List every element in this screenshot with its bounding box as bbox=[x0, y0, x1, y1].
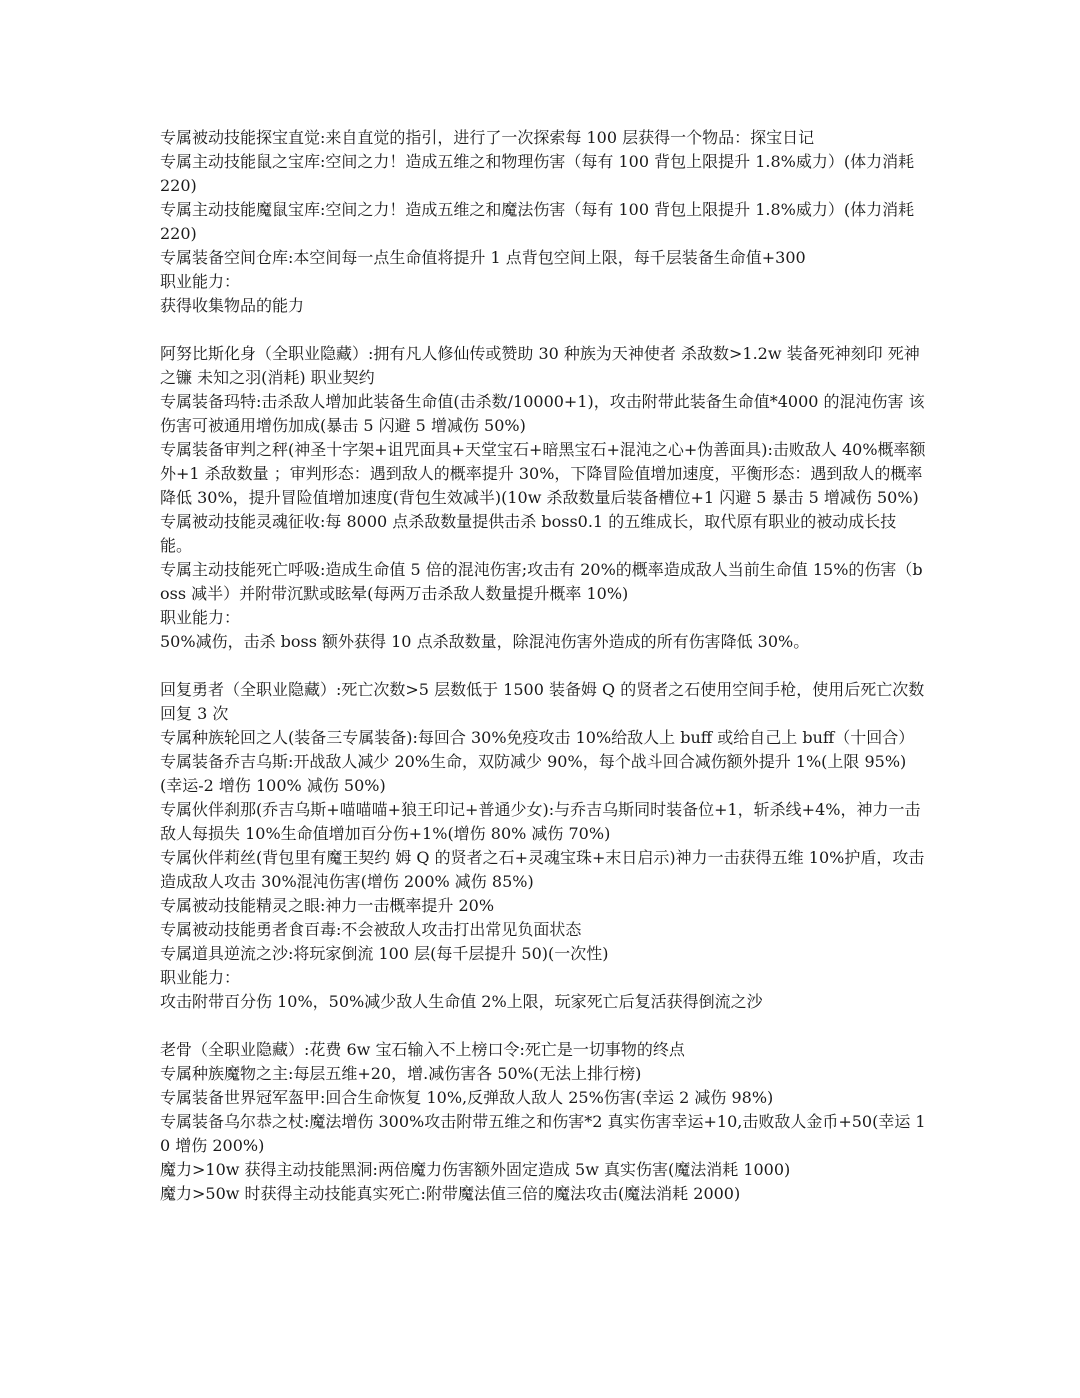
paragraph-gap bbox=[160, 318, 928, 342]
paragraph: 魔力>50w 时获得主动技能真实死亡:附带魔法值三倍的魔法攻击(魔法消耗 2000) bbox=[160, 1184, 741, 1203]
paragraph: 专属伙伴刹那(乔吉乌斯+喵喵喵+狼王印记+普通少女):与乔吉乌斯同时装备位+1，斩杀线+4%，神力一击敌人每损失 10%生命值增加百分伤+1%(增伤 80% 减伤 70%) bbox=[160, 800, 921, 843]
ability-heading: 职业能力： bbox=[160, 272, 241, 291]
paragraph: 专属道具逆流之沙:将玩家倒流 100 层(每千层提升 50)(一次性) bbox=[160, 944, 609, 963]
paragraph: 50%减伤，击杀 boss 额外获得 10 点杀敌数量，除混沌伤害外造成的所有伤害降低 30%。 bbox=[160, 632, 810, 651]
paragraph: 专属装备乔吉乌斯:开战敌人减少 20%生命，双防减少 90%，每个战斗回合减伤额外提升 1%(上限 95%)(幸运-2 增伤 100% 减伤 50%) bbox=[160, 752, 907, 795]
paragraph: 获得收集物品的能力 bbox=[160, 296, 305, 315]
document-page bbox=[160, 126, 928, 1206]
ability-heading: 职业能力： bbox=[160, 608, 241, 627]
paragraph: 攻击附带百分伤 10%，50%减少敌人生命值 2%上限，玩家死亡后复活获得倒流之沙 bbox=[160, 992, 763, 1011]
paragraph: 专属主动技能鼠之宝库:空间之力！造成五维之和物理伤害（每有 100 背包上限提升 1.8%威力）(体力消耗 220) bbox=[160, 152, 915, 195]
paragraph: 专属种族轮回之人(装备三专属装备):每回合 30%免疫攻击 10%给敌人上 buff 或给自己上 buff（十回合） bbox=[160, 728, 915, 747]
section-anubis bbox=[160, 342, 928, 654]
paragraph: 专属装备审判之秤(神圣十字架+诅咒面具+天堂宝石+暗黑宝石+混沌之心+伪善面具):击败敌人 40%概率额外+1 杀敌数量 ；审判形态：遇到敌人的概率提升 30%，下降冒险值增加速度，平衡形态：遇到敌人的概率降低 30%，提升冒险值增加速度(背包生效减半)(10w 杀敌数量后装备槽位+1 闪避 5 暴击 5 增减伤 50%) bbox=[160, 440, 926, 507]
paragraph: 专属主动技能魔鼠宝库:空间之力！造成五维之和魔法伤害（每有 100 背包上限提升 1.8%威力）(体力消耗 220) bbox=[160, 200, 915, 243]
paragraph: 专属装备空间仓库:本空间每一点生命值将提升 1 点背包空间上限，每千层装备生命值+300 bbox=[160, 248, 806, 267]
paragraph: 专属被动技能勇者食百毒:不会被敌人攻击打出常见负面状态 bbox=[160, 920, 582, 939]
ability-heading: 职业能力： bbox=[160, 968, 241, 987]
paragraph: 专属被动技能灵魂征收:每 8000 点杀敌数量提供击杀 boss0.1 的五维成长，取代原有职业的被动成长技能。 bbox=[160, 512, 897, 555]
paragraph: 专属种族魔物之主:每层五维+20，增.减伤害各 50%(无法上排行榜) bbox=[160, 1064, 642, 1083]
paragraph: 专属被动技能探宝直觉:来自直觉的指引，进行了一次探索每 100 层获得一个物品：探宝日记 bbox=[160, 128, 815, 147]
paragraph: 专属装备乌尔恭之杖:魔法增伤 300%攻击附带五维之和伤害*2 真实伤害幸运+10,击败敌人金币+50(幸运 10 增伤 200%) bbox=[160, 1112, 926, 1155]
paragraph: 魔力>10w 获得主动技能黑洞:两倍魔力伤害额外固定造成 5w 真实伤害(魔法消耗 1000) bbox=[160, 1160, 791, 1179]
section-treasure-hunter bbox=[160, 126, 928, 318]
paragraph: 专属装备世界冠军盔甲:回合生命恢复 10%,反弹敌人敌人 25%伤害(幸运 2 减伤 98%) bbox=[160, 1088, 774, 1107]
paragraph: 专属装备玛特:击杀敌人增加此装备生命值(击杀数/10000+1)，攻击附带此装备生命值*4000 的混沌伤害 该伤害可被通用增伤加成(暴击 5 闪避 5 增减伤 50%) bbox=[160, 392, 925, 435]
section-title: 阿努比斯化身（全职业隐藏）:拥有凡人修仙传或赞助 30 种族为天神使者 杀敌数>1.2w 装备死神刻印 死神之镰 未知之羽(消耗) 职业契约 bbox=[160, 344, 920, 387]
section-title: 回复勇者（全职业隐藏）:死亡次数>5 层数低于 1500 装备姆 Q 的贤者之石使用空间手枪，使用后死亡次数回复 3 次 bbox=[160, 680, 925, 723]
paragraph: 专属伙伴莉丝(背包里有魔王契约 姆 Q 的贤者之石+灵魂宝珠+末日启示)神力一击获得五维 10%护盾，攻击造成敌人攻击 30%混沌伤害(增伤 200% 减伤 85%) bbox=[160, 848, 925, 891]
paragraph: 专属被动技能精灵之眼:神力一击概率提升 20% bbox=[160, 896, 495, 915]
section-old-bones bbox=[160, 1038, 928, 1206]
paragraph: 专属主动技能死亡呼吸:造成生命值 5 倍的混沌伤害;攻击有 20%的概率造成敌人当前生命值 15%的伤害（boss 减半）并附带沉默或眩晕(每两万击杀敌人数量提升概率 10%) bbox=[160, 560, 923, 603]
section-revival-hero bbox=[160, 678, 928, 1014]
paragraph-gap bbox=[160, 1014, 928, 1038]
paragraph-gap bbox=[160, 654, 928, 678]
section-title: 老骨（全职业隐藏）:花费 6w 宝石输入不上榜口令:死亡是一切事物的终点 bbox=[160, 1040, 685, 1059]
